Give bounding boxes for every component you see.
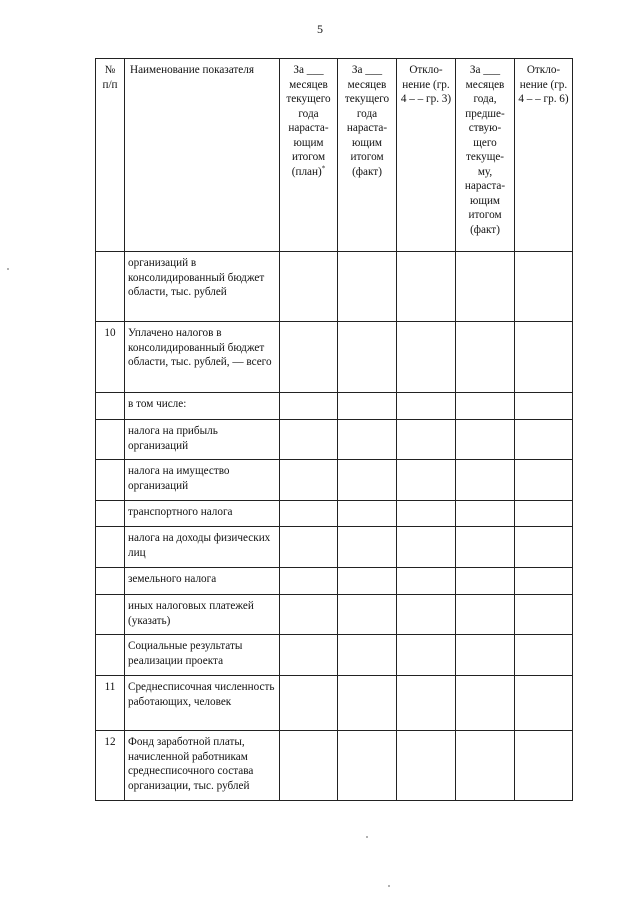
- row-number: [96, 568, 125, 595]
- cell-empty: [280, 568, 338, 595]
- row-number: 11: [96, 676, 125, 731]
- cell-empty: [397, 420, 456, 460]
- table-row: [96, 322, 573, 393]
- cell-empty: [456, 731, 515, 801]
- cell-empty: [456, 393, 515, 420]
- row-indicator-name: Уплачено налогов в консолидированный бюджет области, тыс. рублей, — всего: [125, 322, 280, 393]
- row-indicator-name: налога на имущество организаций: [125, 460, 280, 501]
- row-indicator-name: Среднесписочная численность работающих, человек: [125, 676, 280, 731]
- cell-empty: [338, 460, 397, 501]
- cell-empty: [280, 527, 338, 568]
- cell-empty: [515, 568, 573, 595]
- table-row: [96, 595, 573, 635]
- cell-empty: [515, 731, 573, 801]
- cell-empty: [280, 635, 338, 676]
- table-header-row: [96, 59, 573, 252]
- table-row: [96, 420, 573, 460]
- header-previous-fact: За ___ месяцев года, предше-ствую-щего текуще-му, нараста-ющим итогом (факт): [456, 59, 515, 252]
- cell-empty: [515, 393, 573, 420]
- table-row: [96, 731, 573, 801]
- row-indicator-name: налога на доходы физических лиц: [125, 527, 280, 568]
- cell-empty: [456, 460, 515, 501]
- table-row: [96, 527, 573, 568]
- table-row: [96, 460, 573, 501]
- row-number: [96, 252, 125, 322]
- cell-empty: [338, 420, 397, 460]
- cell-empty: [280, 393, 338, 420]
- cell-empty: [456, 322, 515, 393]
- cell-empty: [397, 501, 456, 527]
- header-deviation-plan: Откло-нение (гр. 4 – – гр. 3): [397, 59, 456, 252]
- cell-empty: [397, 527, 456, 568]
- cell-empty: [456, 568, 515, 595]
- row-indicator-name: иных налоговых платежей (указать): [125, 595, 280, 635]
- cell-empty: [338, 676, 397, 731]
- cell-empty: [456, 676, 515, 731]
- cell-empty: [397, 635, 456, 676]
- table-row: [96, 393, 573, 420]
- cell-empty: [515, 501, 573, 527]
- table-row: [96, 676, 573, 731]
- row-number: [96, 393, 125, 420]
- header-deviation-previous: Откло-нение (гр. 4 – – гр. 6): [515, 59, 573, 252]
- cell-empty: [397, 568, 456, 595]
- header-indicator-name: Наименование показателя: [125, 59, 280, 252]
- cell-empty: [338, 322, 397, 393]
- cell-empty: [456, 595, 515, 635]
- cell-empty: [338, 595, 397, 635]
- row-indicator-name: налога на прибыль организаций: [125, 420, 280, 460]
- table-row: [96, 635, 573, 676]
- cell-empty: [338, 393, 397, 420]
- cell-empty: [397, 322, 456, 393]
- header-number: № п/п: [96, 59, 125, 252]
- row-indicator-name: земельного налога: [125, 568, 280, 595]
- cell-empty: [397, 731, 456, 801]
- cell-empty: [456, 635, 515, 676]
- cell-empty: [515, 527, 573, 568]
- footnote-mark: *: [321, 163, 326, 172]
- cell-empty: [515, 460, 573, 501]
- row-indicator-name: организаций в консолидированный бюджет области, тыс. рублей: [125, 252, 280, 322]
- cell-empty: [397, 460, 456, 501]
- cell-empty: [280, 460, 338, 501]
- row-number: [96, 527, 125, 568]
- cell-empty: [280, 420, 338, 460]
- cell-empty: [397, 595, 456, 635]
- row-number: [96, 460, 125, 501]
- row-number: [96, 635, 125, 676]
- row-number: 10: [96, 322, 125, 393]
- header-current-plan-text: За ___ месяцев текущего года нараста-ющим итогом (план): [286, 64, 331, 178]
- cell-empty: [338, 568, 397, 595]
- row-number: [96, 501, 125, 527]
- table-row: [96, 501, 573, 527]
- cell-empty: [397, 676, 456, 731]
- cell-empty: [338, 527, 397, 568]
- scan-speck: [366, 836, 368, 838]
- header-current-plan: [280, 59, 338, 252]
- row-indicator-name: транспортного налога: [125, 501, 280, 527]
- row-indicator-name: в том числе:: [125, 393, 280, 420]
- cell-empty: [338, 731, 397, 801]
- cell-empty: [338, 501, 397, 527]
- cell-empty: [280, 731, 338, 801]
- scan-speck: [388, 885, 390, 887]
- cell-empty: [456, 501, 515, 527]
- report-table: [95, 58, 573, 801]
- cell-empty: [456, 527, 515, 568]
- row-number: [96, 420, 125, 460]
- cell-empty: [397, 393, 456, 420]
- table-row: [96, 568, 573, 595]
- row-indicator-name: Фонд заработной платы, начисленной работникам среднесписочного состава организации, тыс. рублей: [125, 731, 280, 801]
- cell-empty: [515, 676, 573, 731]
- cell-empty: [515, 252, 573, 322]
- header-current-fact: За ___ месяцев текущего года нараста-ющим итогом (факт): [338, 59, 397, 252]
- cell-empty: [456, 252, 515, 322]
- cell-empty: [456, 420, 515, 460]
- row-number: [96, 595, 125, 635]
- row-number: 12: [96, 731, 125, 801]
- page-number: 5: [317, 22, 323, 36]
- cell-empty: [515, 635, 573, 676]
- table-row: [96, 252, 573, 322]
- cell-empty: [280, 595, 338, 635]
- cell-empty: [515, 595, 573, 635]
- row-indicator-name: Социальные результаты реализации проекта: [125, 635, 280, 676]
- cell-empty: [280, 252, 338, 322]
- cell-empty: [338, 252, 397, 322]
- cell-empty: [280, 501, 338, 527]
- cell-empty: [397, 252, 456, 322]
- cell-empty: [280, 322, 338, 393]
- cell-empty: [515, 322, 573, 393]
- scan-speck: [7, 268, 9, 270]
- cell-empty: [515, 420, 573, 460]
- cell-empty: [338, 635, 397, 676]
- cell-empty: [280, 676, 338, 731]
